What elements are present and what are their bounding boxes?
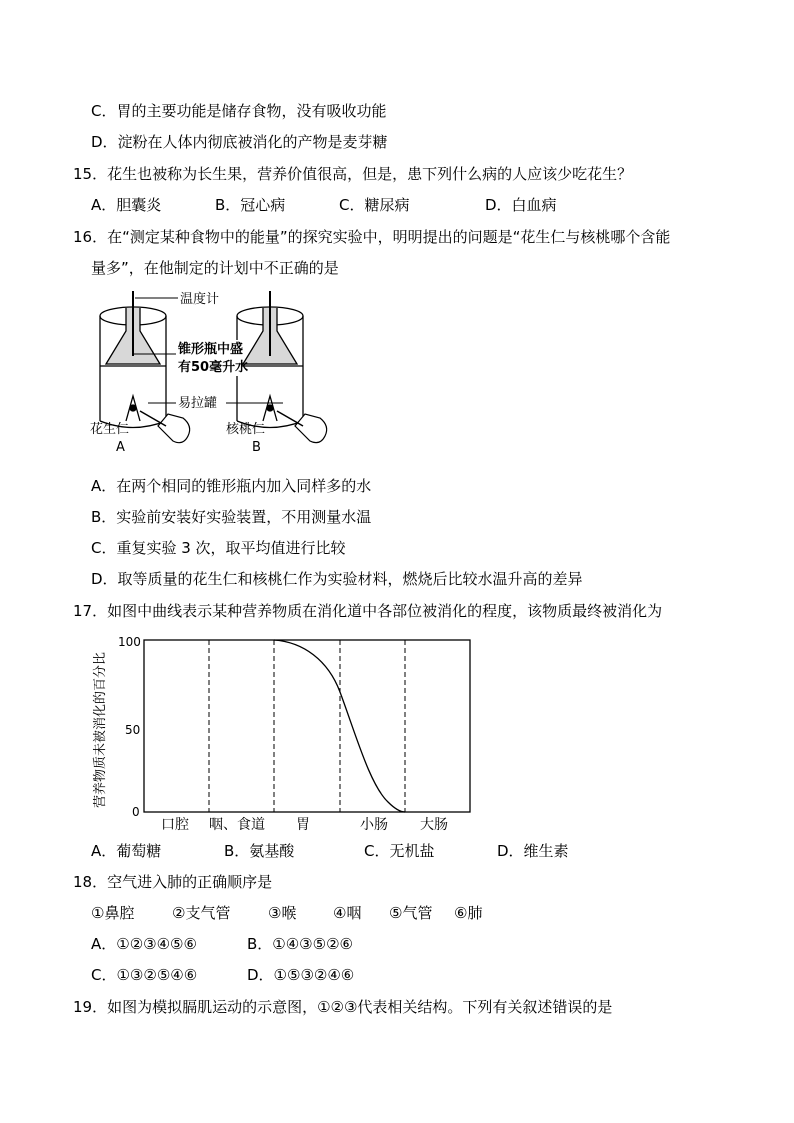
q15-stem: 15．花生也被称为长生果，营养价值很高，但是，患下列什么病的人应该少吃花生？: [73, 165, 633, 183]
apparatus-a: [100, 291, 166, 428]
hand-b-icon: [295, 414, 327, 443]
label-a: A: [116, 440, 125, 455]
q17-option-b: B．氨基酸: [224, 842, 295, 860]
q16-option-d: D．取等质量的花生仁和核桃仁作为实验材料，燃烧后比较水温升高的差异: [91, 570, 583, 588]
q16-figure: [88, 286, 348, 456]
q17-stem: 17．如图中曲线表示某种营养物质在消化道中各部位被消化的程度，该物质最终被消化为: [73, 602, 663, 620]
q18-option-b: B．①④③⑤②⑥: [247, 935, 353, 953]
q18-item-1: ①鼻腔: [91, 904, 135, 922]
label-peanut: 花生仁: [90, 422, 130, 437]
q17-option-a: A．葡萄糖: [91, 842, 162, 860]
q18-item-3: ③喉: [268, 904, 297, 922]
q18-option-a: A．①②③④⑤⑥: [91, 935, 197, 953]
chart-frame: [144, 640, 470, 812]
q16-option-a: A．在两个相同的锥形瓶内加入同样多的水: [91, 477, 372, 495]
label-b: B: [252, 440, 261, 455]
region-esophagus: 咽、食道: [209, 817, 265, 833]
q18-item-5: ⑤气管: [389, 904, 433, 922]
q16-stem-line1: 16．在“测定某种食物中的能量”的探究实验中，明明提出的问题是“花生仁与核桃哪个含能: [73, 228, 671, 246]
q19-stem: 19．如图为模拟膈肌运动的示意图，①②③代表相关结构。下列有关叙述错误的是: [73, 998, 613, 1016]
region-mouth: 口腔: [161, 817, 189, 833]
q18-option-d: D．①⑤③②④⑥: [247, 966, 355, 984]
label-thermometer: 温度计: [180, 292, 220, 307]
q16-option-c: C．重复实验 3 次，取平均值进行比较: [91, 539, 346, 557]
y-tick-0: 0: [132, 805, 140, 819]
q18-stem: 18．空气进入肺的正确顺序是: [73, 873, 273, 891]
q16-stem-line2: 量多”，在他制定的计划中不正确的是: [91, 259, 339, 277]
q17-chart: [88, 630, 478, 836]
q17-option-c: C．无机盐: [364, 842, 435, 860]
label-flask-line2: 有50毫升水: [178, 360, 249, 375]
region-large-intestine: 大肠: [420, 817, 448, 833]
y-tick-50: 50: [125, 723, 141, 737]
q18-item-2: ②支气管: [172, 904, 231, 922]
region-stomach: 胃: [296, 817, 310, 833]
label-flask-line1: 锥形瓶中盛: [178, 342, 244, 357]
region-small-intestine: 小肠: [360, 817, 388, 833]
q15-option-b: B．冠心病: [215, 196, 286, 214]
q18-item-4: ④咽: [333, 904, 362, 922]
q15-option-a: A．胆囊炎: [91, 196, 162, 214]
label-walnut: 核桃仁: [226, 422, 266, 437]
q15-option-c: C．糖尿病: [339, 196, 410, 214]
hand-a-icon: [158, 414, 190, 443]
q18-item-6: ⑥肺: [454, 904, 483, 922]
q16-option-b: B．实验前安装好实验装置，不用测量水温: [91, 508, 372, 526]
y-axis-label: 营养物质未被消化的百分比: [93, 651, 108, 808]
q14-option-d: D．淀粉在人体内彻底被消化的产物是麦芽糖: [91, 133, 388, 151]
label-can: 易拉罐: [178, 396, 218, 411]
q14-option-c: C．胃的主要功能是储存食物，没有吸收功能: [91, 102, 387, 120]
q18-option-c: C．①③②⑤④⑥: [91, 966, 198, 984]
q17-option-d: D．维生素: [497, 842, 569, 860]
y-tick-100: 100: [118, 635, 141, 649]
q15-option-d: D．白血病: [485, 196, 557, 214]
